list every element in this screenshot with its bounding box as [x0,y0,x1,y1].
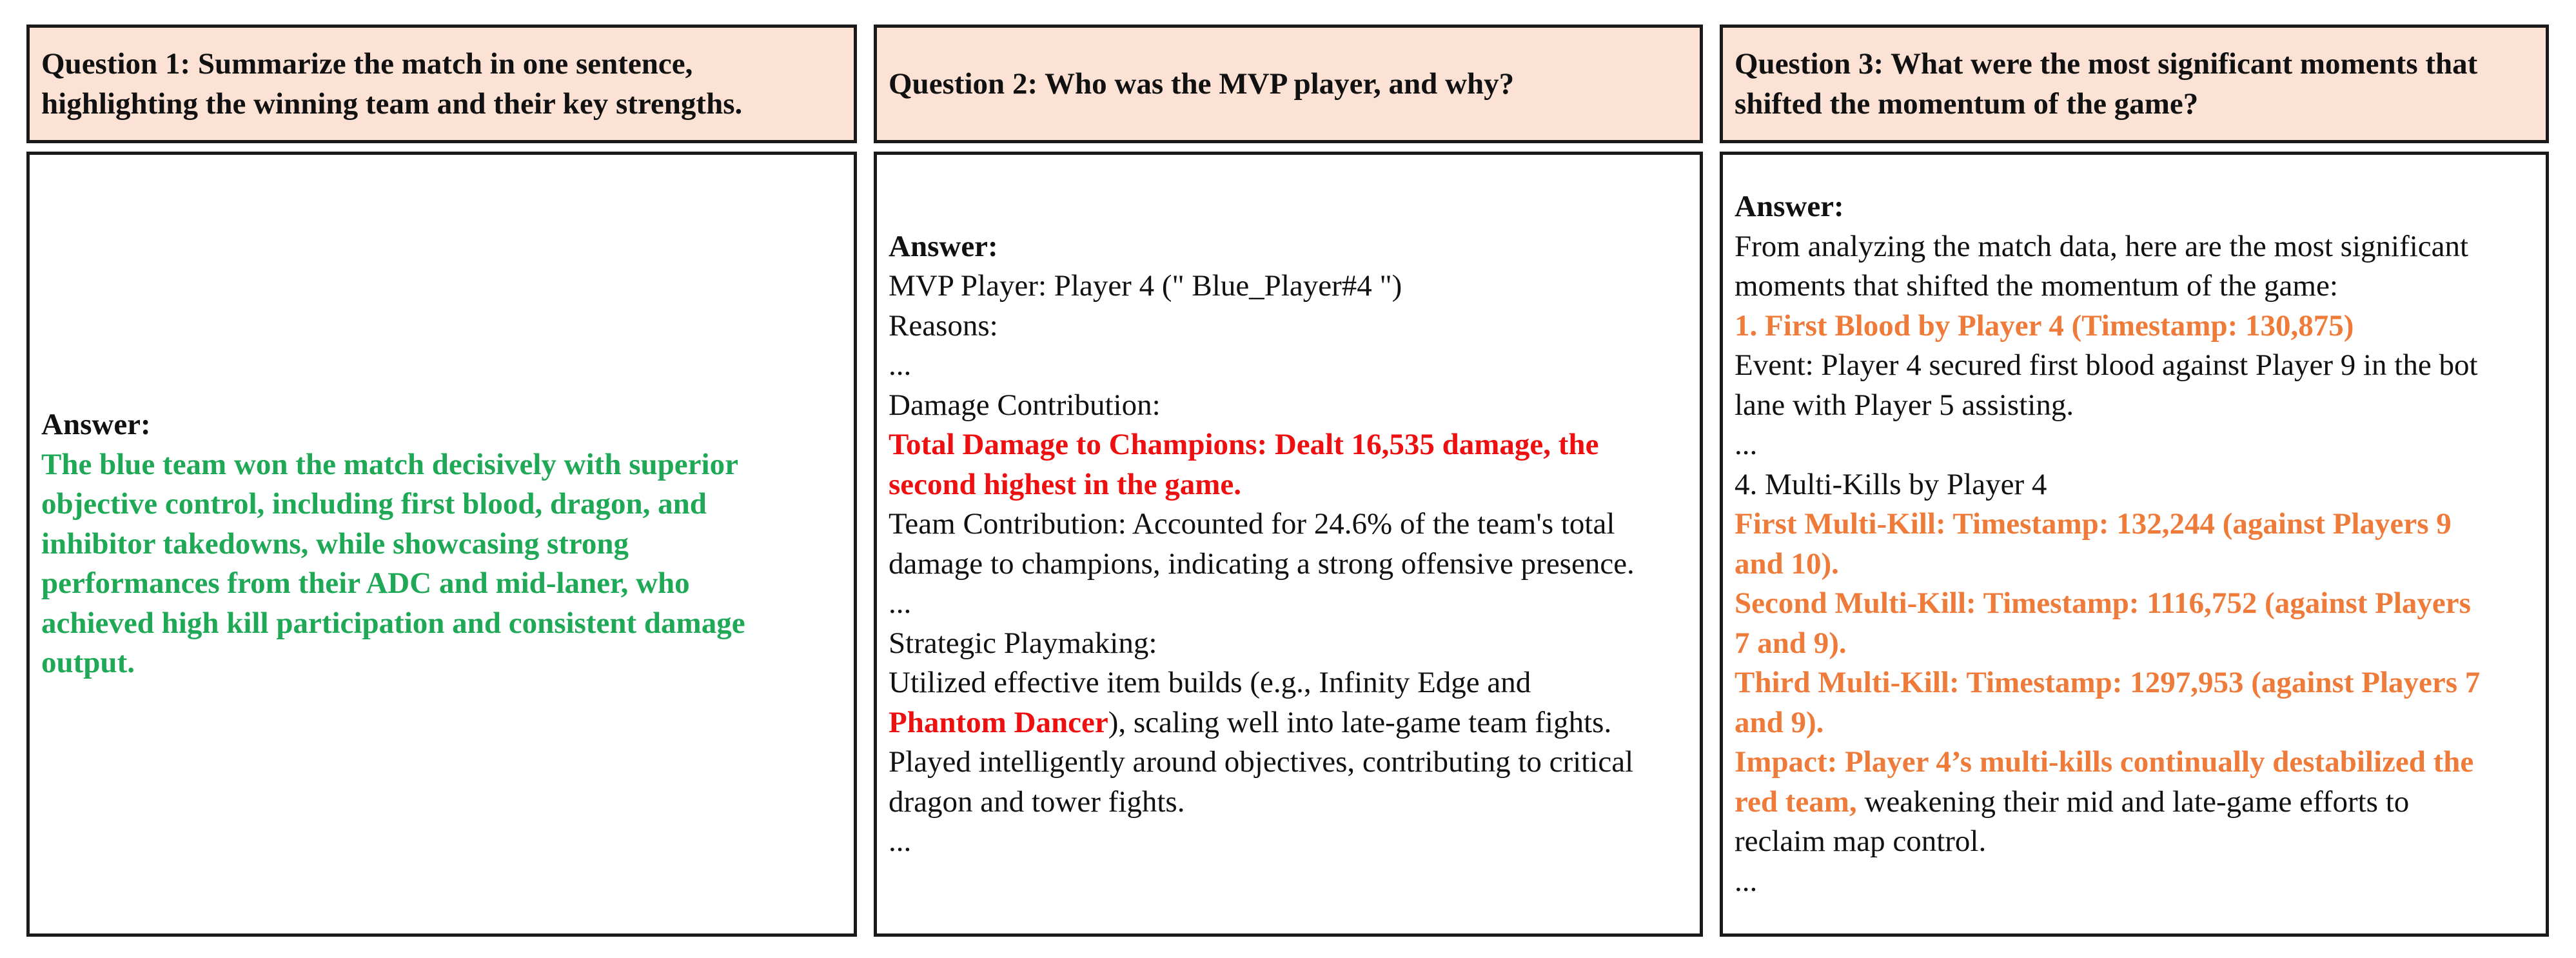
answer-2-panel [874,152,1703,937]
multi-kill-line: Third Multi-Kill: Timestamp: 1297,953 (against Players 7 [1735,666,2481,699]
phantom-dancer-highlight: Phantom Dancer [889,705,1108,739]
event-line: lane with Player 5 assisting. [1735,388,2074,422]
question-1-line-2: highlighting the winning team and their key strengths. [41,87,743,121]
answer-2-label: Answer: [889,229,998,263]
answer-1-line: performances from their ADC and mid-laner, who [41,566,690,601]
item-builds-line: Utilized effective item builds (e.g., Infinity Edge and [889,666,1531,699]
multi-kill-line: Second Multi-Kill: Timestamp: 1116,752 (against Players [1735,586,2471,620]
answer-3-label: Answer: [1735,190,1844,223]
answer-1-line: The blue team won the match decisively with superior [41,447,738,481]
answer-1-line: output. [41,646,135,680]
question-2-header [874,25,1703,143]
ellipsis: ... [889,824,912,858]
multi-kill-line: and 10). [1735,546,1839,581]
answer-1-label: Answer: [41,408,151,442]
answer-3-panel [1720,152,2549,937]
multi-kill-line: and 9). [1735,705,1824,739]
question-1-line-1: Question 1: Summarize the match in one sentence, [41,47,693,81]
intro-line: moments that shifted the momentum of the game: [1735,269,2338,303]
first-blood-heading: 1. First Blood by Player 4 (Timestamp: 130,875) [1735,308,2354,343]
question-1-header [26,25,857,143]
multi-kill-line: 7 and 9). [1735,626,1847,660]
impact-line: reclaim map control. [1735,824,1987,858]
ellipsis: ... [1735,864,1758,898]
question-2-line-1: Question 2: Who was the MVP player, and why? [889,67,1515,101]
multi-kill-line: First Multi-Kill: Timestamp: 132,244 (against Players 9 [1735,507,2452,541]
ellipsis: ... [1735,428,1758,461]
question-3-line-2: shifted the momentum of the game? [1735,87,2199,121]
answer-1-line: achieved high kill participation and consistent damage [41,606,745,640]
item-builds-rest: ), scaling well into late-game team fights. [1108,705,1612,739]
strategic-playmaking-heading: Strategic Playmaking: [889,626,1157,660]
mvp-player-line: MVP Player: Player 4 (" Blue_Player#4 ") [889,269,1402,303]
reasons-heading: Reasons: [889,308,998,343]
answer-1-line: objective control, including first blood, dragon, and [41,487,707,521]
impact-rest: weakening their mid and late-game efforts to [1856,784,2410,819]
event-line: Event: Player 4 secured first blood against Player 9 in the bot [1735,348,2478,382]
team-contribution-line: damage to champions, indicating a strong offensive presence. [889,546,1635,581]
question-3-header [1720,25,2549,143]
item-builds-line [889,703,1688,743]
question-3-line-1: Question 3: What were the most significant moments that [1735,47,2478,81]
team-contribution-line: Team Contribution: Accounted for 24.6% of the team's total [889,507,1615,541]
answer-1-line: inhibitor takedowns, while showcasing strong [41,526,629,561]
ellipsis: ... [889,348,912,382]
damage-highlight-line: Total Damage to Champions: Dealt 16,535 damage, the [889,428,1599,461]
red-team-highlight: red team, [1735,784,1857,819]
damage-contribution-heading: Damage Contribution: [889,388,1161,422]
impact-line [1735,783,2534,823]
intro-line: From analyzing the match data, here are the most significant [1735,229,2469,263]
damage-highlight-line: second highest in the game. [889,467,1242,501]
objectives-line: dragon and tower fights. [889,784,1185,819]
multi-kills-heading: 4. Multi-Kills by Player 4 [1735,467,2047,501]
ellipsis: ... [889,586,912,620]
answer-1-panel [26,152,857,937]
impact-line: Impact: Player 4’s multi-kills continually destabilized the [1735,745,2474,779]
objectives-line: Played intelligently around objectives, contributing to critical [889,745,1634,779]
